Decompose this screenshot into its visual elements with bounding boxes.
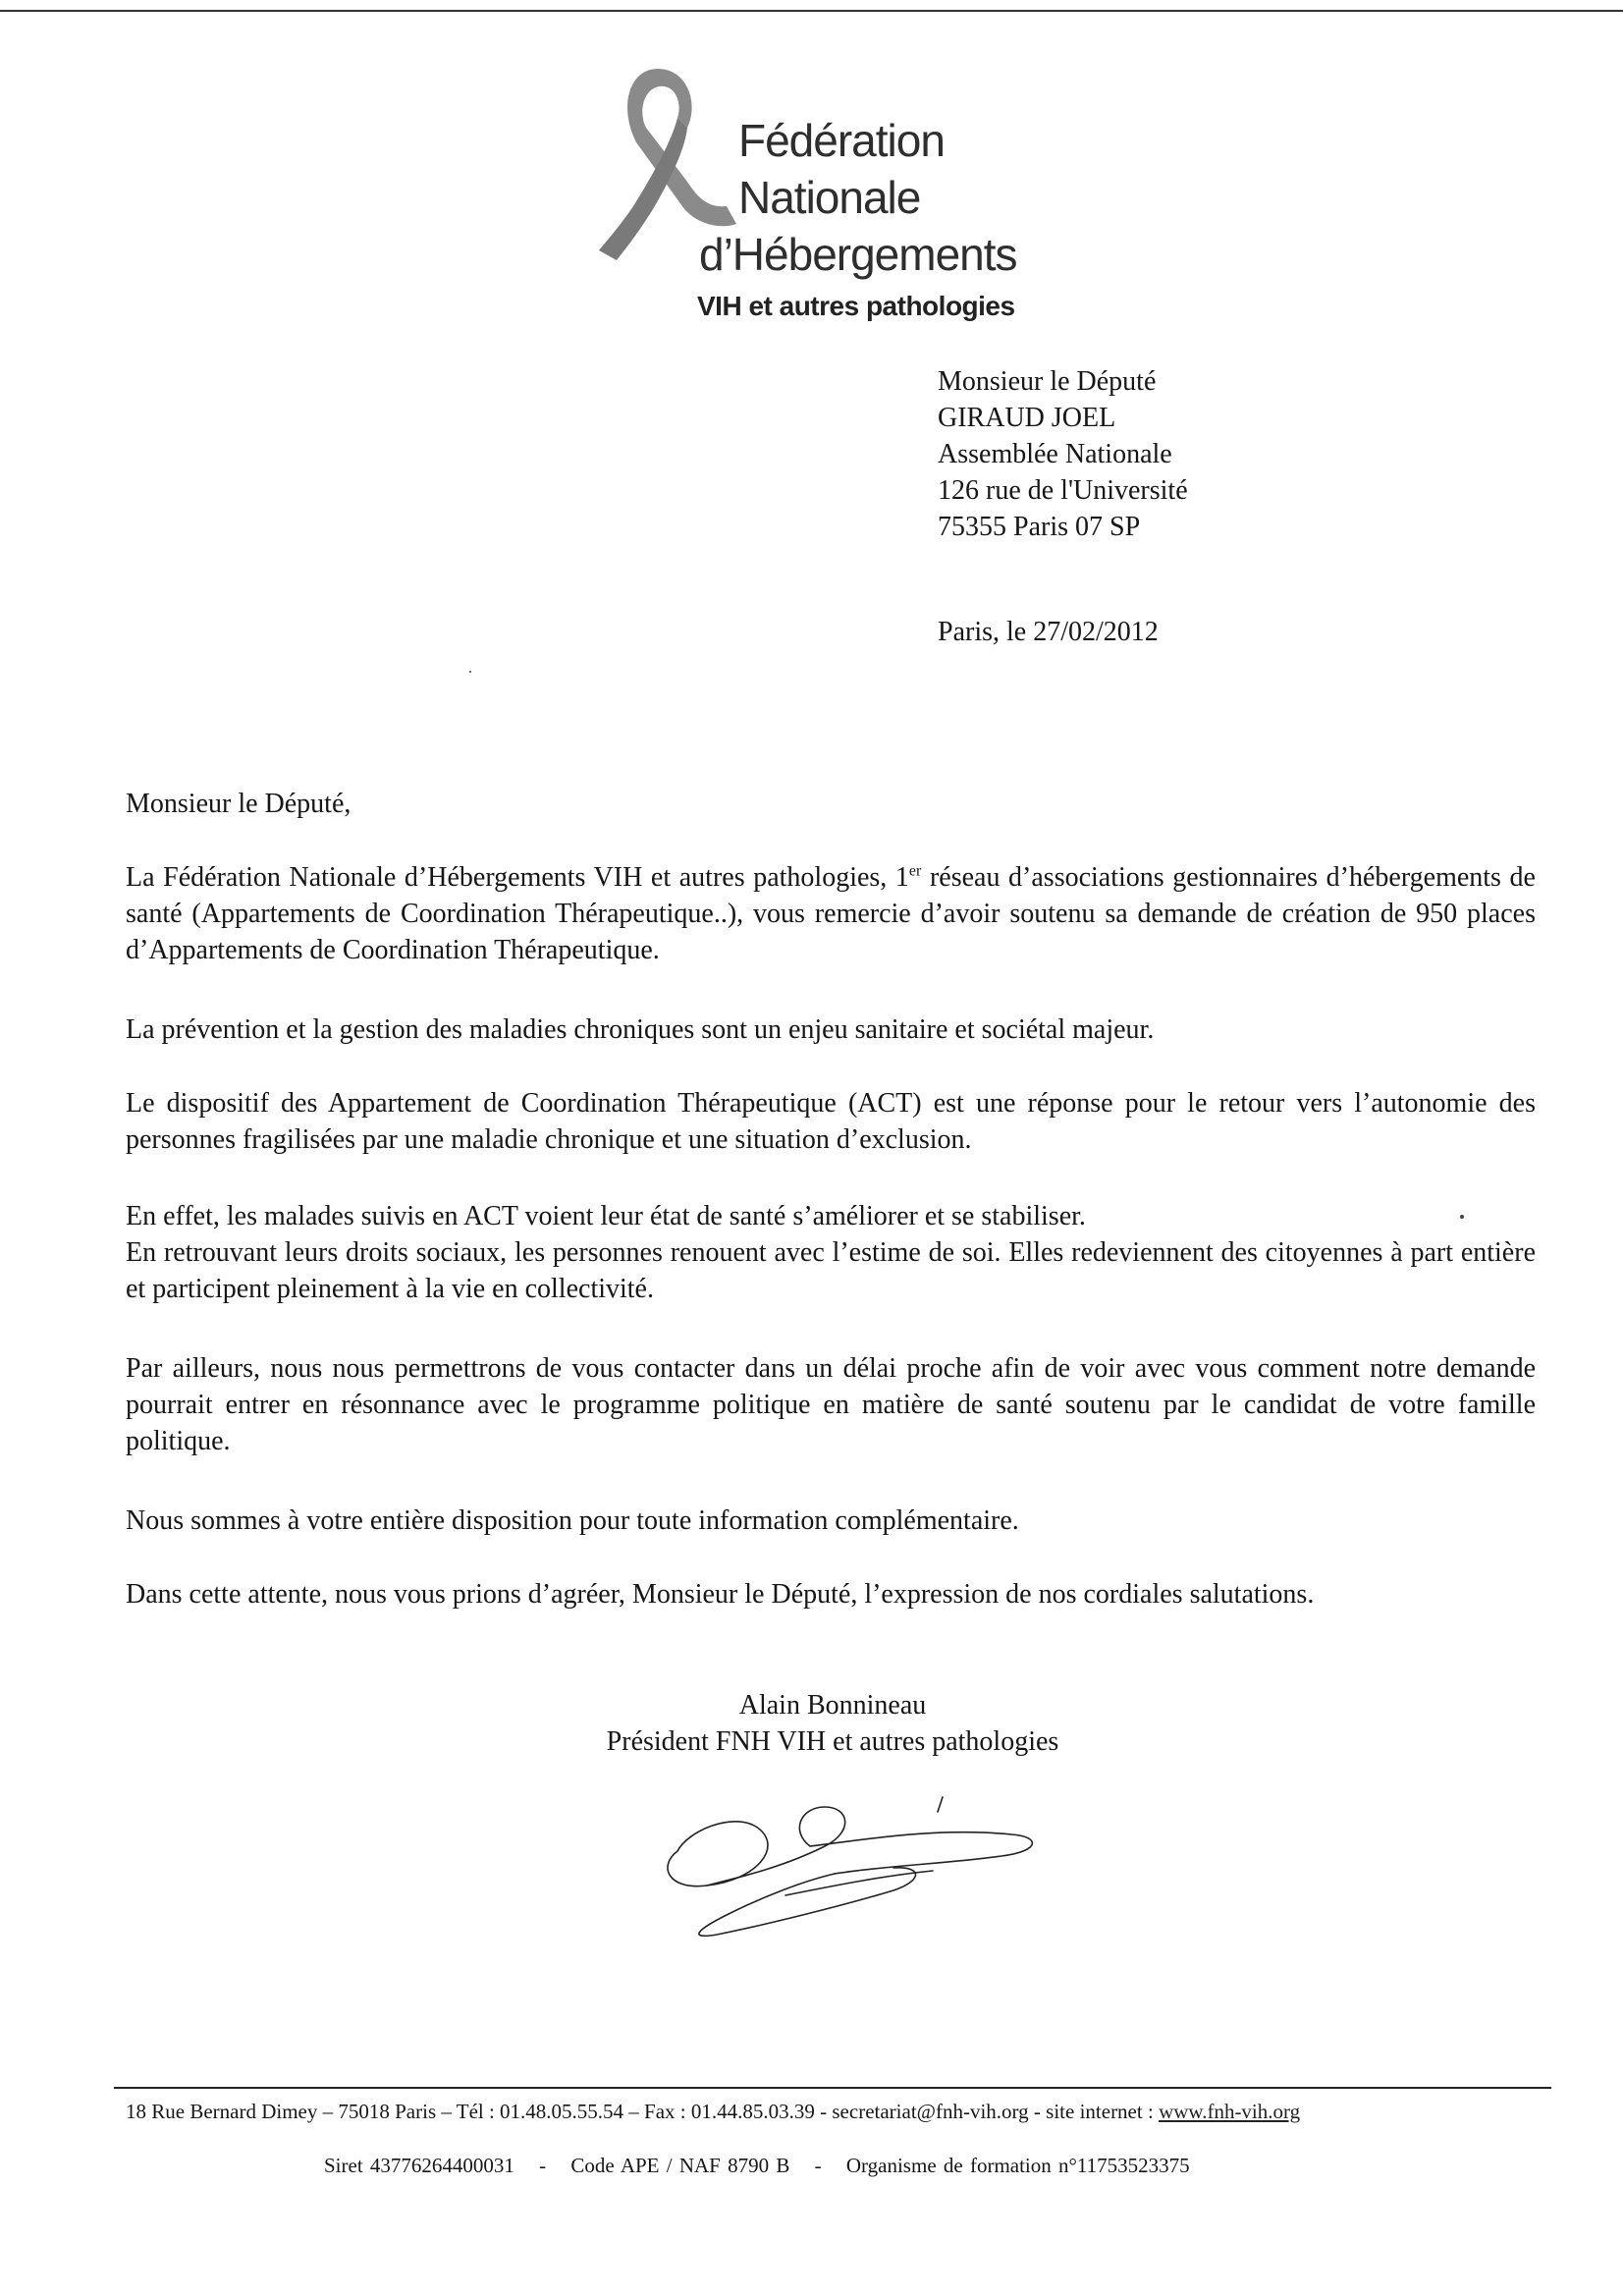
footer-separator: -	[814, 2154, 822, 2177]
superscript: er	[908, 862, 922, 880]
paragraph-text: La Fédération Nationale d’Hébergements VIH et autres pathologies, 1	[126, 862, 909, 893]
org-subtitle: VIH et autres pathologies	[697, 291, 1015, 321]
paragraph-5: Par ailleurs, nous nous permettrons de vous contacter dans un délai proche afin de voir avec vous comment notre demande pourrait entrer en résonnance avec le programme politique en matière de santé soutenu par le candidat de votre famille politique.	[126, 1353, 1536, 1456]
org-name-line1: Fédération	[738, 115, 945, 166]
footer-contact-line	[126, 2100, 1300, 2124]
org-name-line2: Nationale	[738, 172, 921, 223]
letter-date: Paris, le 27/02/2012	[938, 617, 1159, 647]
paragraph-text: En effet, les malades suivis en ACT voient leur état de santé s’améliorer et se stabiliser.	[126, 1201, 1086, 1231]
footer-address: 18 Rue Bernard Dimey – 75018 Paris – Tél : 01.48.05.55.54 – Fax : 01.44.85.03.39 - secretariat@fnh-vih.org - site internet :	[126, 2100, 1160, 2123]
siret-number: Siret 43776264400031	[324, 2154, 514, 2177]
paragraph-3: Le dispositif des Appartement de Coordination Thérapeutique (ACT) est une réponse pour le retour vers l’autonomie des personnes fragilisées par une maladie chronique et une situation d’exclusion.	[126, 1088, 1536, 1155]
formation-number: Organisme de formation n°11753523375	[845, 2154, 1190, 2177]
recipient-line: Assemblée Nationale	[938, 439, 1172, 469]
recipient-line: 75355 Paris 07 SP	[938, 512, 1141, 542]
recipient-line: Monsieur le Député	[938, 366, 1157, 397]
letterhead	[589, 59, 1139, 334]
paragraph-text: En retrouvant leurs droits sociaux, les personnes renouent avec l’estime de soi. Elles redeviennent des citoyennes à part entière et participent pleinement à la vie en collectivité.	[126, 1237, 1536, 1304]
website-link[interactable]: www.fnh-vih.org	[1159, 2100, 1301, 2123]
footer-divider	[114, 2087, 1551, 2089]
signatory-block	[558, 1687, 1108, 1760]
recipient-line: 126 rue de l'Université	[938, 475, 1188, 506]
org-name-line3: d’Hébergements	[699, 229, 1017, 280]
scan-speck	[469, 671, 471, 673]
paragraph-4	[126, 1198, 1536, 1307]
signatory-name: Alain Bonnineau	[738, 1690, 927, 1721]
paragraph-6: Nous sommes à votre entière disposition pour toute information complémentaire.	[126, 1505, 1019, 1536]
ape-code: Code APE / NAF 8790 B	[570, 2154, 790, 2177]
signatory-title: Président FNH VIH et autres pathologies	[606, 1726, 1059, 1757]
paragraph-2: La prévention et la gestion des maladies chroniques sont un enjeu sanitaire et sociétal majeur.	[126, 1014, 1155, 1045]
paragraph-text: réseau d’associations gestionnaires d’hébergements de santé (Appartements de Coordination Thérapeutique..), vous remercie d’avoir soutenu sa demande de création de 950 places d’Appartements de Coordination Thérapeutique.	[126, 862, 1536, 965]
paragraph-1	[126, 859, 1536, 968]
salutation: Monsieur le Député,	[126, 789, 352, 819]
recipient-line: GIRAUD JOEL	[938, 403, 1116, 433]
footer-registration-line	[324, 2154, 1190, 2178]
recipient-address	[938, 363, 1188, 545]
paragraph-7: Dans cette attente, nous vous prions d’agréer, Monsieur le Député, l’expression de nos cordiales salutations.	[126, 1579, 1315, 1610]
top-border-line	[0, 10, 1623, 12]
handwritten-signature	[638, 1758, 1070, 1944]
scan-speck	[1460, 1215, 1464, 1219]
footer-separator: -	[539, 2154, 547, 2177]
